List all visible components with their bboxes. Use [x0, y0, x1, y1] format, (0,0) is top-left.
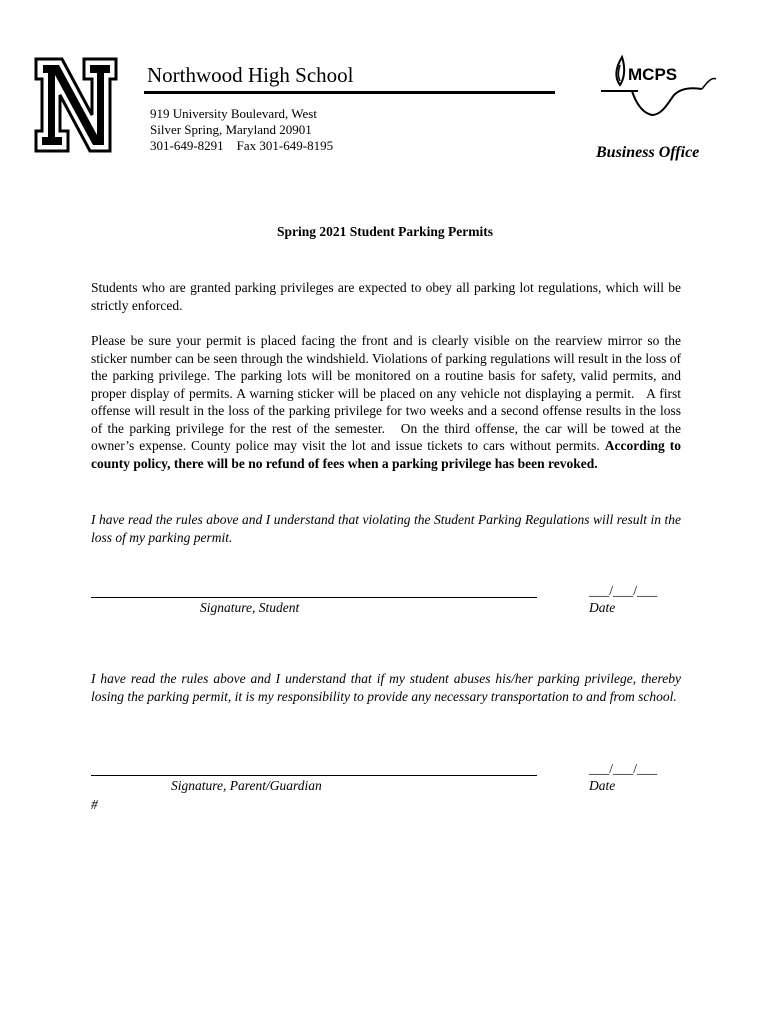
student-date-label: Date — [589, 600, 616, 615]
parent-statement: I have read the rules above and I understand that if my student abuses his/her parking privilege, thereby losing the parking permit, it is my responsibility to provide any necessary transportation to and from school. — [91, 671, 681, 704]
parent-signature-label: Signature, Parent/Guardian — [171, 778, 322, 793]
student-date-field[interactable]: ___/___/___ — [589, 583, 658, 598]
student-statement: I have read the rules above and I understand that violating the Student Parking Regulations will result in the loss of my parking permit. — [91, 512, 681, 545]
business-office-label: Business Office — [596, 144, 700, 161]
paragraph-intro: Students who are granted parking privileges are expected to obey all parking lot regulations, which will be strictly enforced. — [91, 280, 681, 313]
header-rule — [144, 91, 555, 94]
address-line-1: 919 University Boulevard, West — [150, 106, 317, 121]
address-line-2: Silver Spring, Maryland 20901 — [150, 122, 312, 137]
document-title: Spring 2021 Student Parking Permits — [276, 224, 493, 239]
phone-fax: 301-649-8291 Fax 301-649-8195 — [150, 138, 334, 153]
mcps-logo — [598, 53, 718, 119]
parent-signature-line[interactable] — [91, 775, 537, 776]
paragraph-rules — [91, 332, 685, 472]
student-signature-line[interactable] — [91, 597, 537, 598]
school-n-logo — [34, 57, 118, 153]
refund-policy-text: According to county policy, there will be no refund of fees when a parking privilege has been revoked. — [91, 438, 681, 471]
parent-date-field[interactable]: ___/___/___ — [589, 761, 658, 776]
school-name: Northwood High School — [147, 63, 354, 87]
footer-hash-mark: # — [91, 797, 98, 812]
mcps-logo-text: MCPS — [628, 65, 678, 84]
parent-date-label: Date — [589, 778, 616, 793]
student-signature-label: Signature, Student — [200, 600, 300, 615]
paragraph-rules-text: Please be sure your permit is placed facing the front and is clearly visible on the rearview mirror so the sticker number can be seen through the windshield. Violations of parking regulations will result in the loss of the parking privilege. The parking lots will be monitored on a routine basis for safety, valid permits, and proper display of permits. A warning sticker will be placed on any vehicle not displaying a permit. A first offense will result in the loss of the parking privilege for two weeks and a second offense results in the loss of the parking privilege for the rest of the semester. On the third offense, the car will be towed at the owner’s expense. County police may visit the lot and issue tickets to cars without permits. — [91, 333, 685, 453]
